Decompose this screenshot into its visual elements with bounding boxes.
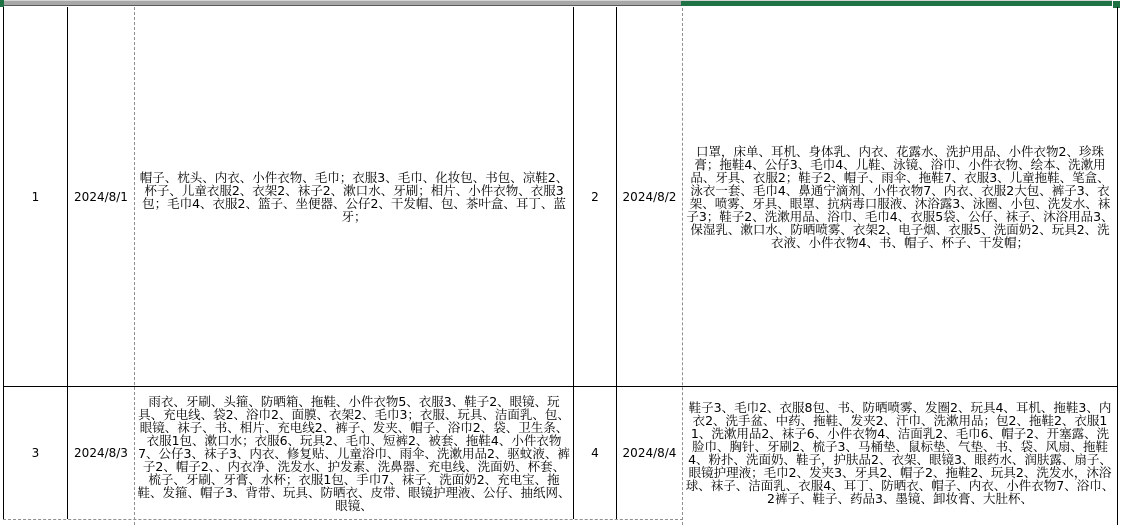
date-cell[interactable]: 2024/8/1 xyxy=(74,189,128,204)
row-number-cell[interactable]: 4 xyxy=(591,445,599,460)
row-number-cell[interactable]: 2 xyxy=(591,189,599,204)
date-cell[interactable]: 2024/8/3 xyxy=(74,445,128,460)
table-right-border xyxy=(1117,7,1118,525)
items-text: 口罩，床单、耳机、身体乳、内衣、花露水、洗护用品、小件衣物2、珍珠膏；拖鞋4、公仔3、毛巾4、儿鞋、泳镜、浴巾、小件衣物、绘本、洗漱用品、牙具、衣服2；鞋子2、帽子、雨伞、拖鞋7、衣服3、儿童拖鞋、笔盒、泳衣一套、毛巾4、鼻通宁滴剂、小件衣物7、内衣、衣服2大包、裤子3、衣架、喷雾、牙具、眼罩、抗病毒口服液、沐浴露3、泳圈、小包、洗发水、袜子3；鞋子2、洗漱用品、浴巾、毛巾4、衣服5袋、公仔、袜子、沐浴用品3、保湿乳、漱口水、防晒喷雾、衣架2、电子烟、衣服5、洗面奶2、玩具2、洗衣液、小件衣物4、书、帽子、杯子、干发帽； xyxy=(686,144,1114,250)
items-cell[interactable] xyxy=(135,8,573,386)
items-cell[interactable] xyxy=(683,8,1117,386)
row-number-cell[interactable]: 3 xyxy=(31,445,40,460)
selection-corner-fragment xyxy=(0,0,4,7)
selection-border-top xyxy=(681,1,1118,6)
row-number-cell[interactable]: 1 xyxy=(31,189,40,204)
items-cell[interactable] xyxy=(135,387,573,519)
items-cell[interactable] xyxy=(683,387,1117,519)
items-text: 帽子、枕头、内衣、小件衣物、毛巾；衣服3、毛巾、化妆包、书包、凉鞋2、杯子、儿童衣服2、衣架2、袜子2、漱口水、牙刷；相片、小件衣物、衣服3包；毛巾4、衣服2、篮子、坐便器、公仔2、干发帽、包、茶叶盒、耳丁、蓝牙； xyxy=(139,170,569,224)
date-cell[interactable]: 2024/8/2 xyxy=(622,189,677,204)
items-text: 雨衣、牙刷、头箍、防晒箱、拖鞋、小件衣物5、衣服3、鞋子2、眼镜、玩具、充电线、袋2、浴巾2、面膜、衣架2、毛巾3；衣服、玩具、洁面乳、包、眼镜、袜子、书、相片、充电线2、裤子、发夹、帽子、浴巾2、袋、卫生条、衣服1包、漱口水；衣服6、玩具2、毛巾、短裤2、被套、拖鞋4、小件衣物7、公仔3、袜子3、内衣、修复贴、儿童浴巾、雨伞、洗漱用品2、驱蚊液、裤子2、帽子2、、内衣净、洗发水、护发素、洗鼻器、充电线、洗面奶、杯套、梳子、牙刷、牙膏、水杯；衣服1包、手巾7、袜子、洗面奶2、充电宝、拖鞋、发箍、帽子3、背带、玩具、防晒衣、皮带、眼镜护理液、公仔、抽纸网、眼镜、 xyxy=(137,393,571,513)
date-cell[interactable]: 2024/8/4 xyxy=(622,445,677,460)
items-text: 鞋子3、毛巾2、衣服8包、书、防晒喷雾、发圈2、玩具4、耳机、拖鞋3、内衣2、洗手盆、中药、拖鞋、发夹2、汗巾、洗漱用品；包2、拖鞋2、衣服11、洗漱用品2、袜子6、小件衣物4、洁面乳2、毛巾6、帽子2、开塞露、洗脸巾、胸针、牙刷2、梳子3、马桶垫、鼠标垫、气垫、书、袋、风扇、拖鞋4、粉扑、洗面奶、鞋子，护肤品2、衣架、眼镜3、眼药水、润肤露、扇子、眼镜护理液；毛巾2、发夹3、牙具2、帽子2、拖鞋2、玩具2、洗发水，沐浴球、袜子、洁面乳、衣服4、耳丁、防晒衣、帽子、内衣、小件衣物7、浴巾、2裤子、鞋子、药品3、墨镜、卸妆膏、大肚杯、 xyxy=(685,400,1115,506)
page-break-dashed-line-bottom xyxy=(3,519,683,520)
